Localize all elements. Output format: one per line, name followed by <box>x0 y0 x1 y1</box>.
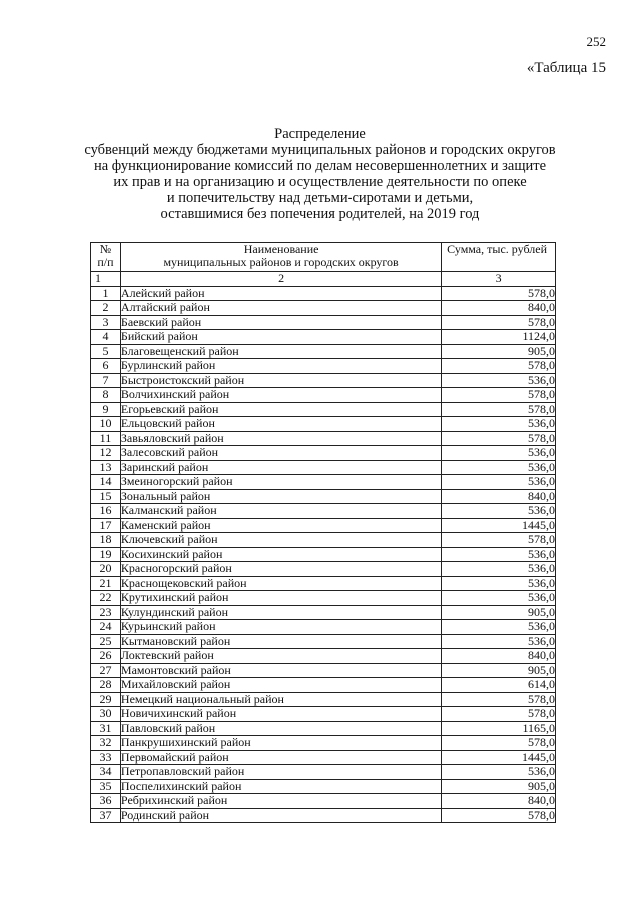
row-sum: 536,0 <box>442 373 556 388</box>
row-sum: 905,0 <box>442 663 556 678</box>
district-name: Мамонтовский район <box>120 663 441 678</box>
row-number: 33 <box>91 750 121 765</box>
heading-line: на функционирование комиссий по делам несовершеннолетних и защите <box>93 158 547 174</box>
district-name: Новичихинский район <box>120 707 441 722</box>
table-row <box>91 301 556 316</box>
table-row <box>91 605 556 620</box>
district-name: Алейский район <box>120 286 441 301</box>
document-heading <box>0 126 640 222</box>
district-name: Заринский район <box>120 460 441 475</box>
table-row <box>91 417 556 432</box>
table-row <box>91 736 556 751</box>
column-number: 2 <box>120 272 441 287</box>
table-row <box>91 446 556 461</box>
row-number: 3 <box>91 315 121 330</box>
row-number: 37 <box>91 808 121 823</box>
row-number: 26 <box>91 649 121 664</box>
table-row <box>91 721 556 736</box>
row-sum: 578,0 <box>442 359 556 374</box>
row-sum: 578,0 <box>442 286 556 301</box>
district-name: Родинский район <box>120 808 441 823</box>
row-number: 6 <box>91 359 121 374</box>
district-name: Завьяловский район <box>120 431 441 446</box>
table-row <box>91 533 556 548</box>
row-sum: 1124,0 <box>442 330 556 345</box>
row-number: 22 <box>91 591 121 606</box>
row-sum: 905,0 <box>442 605 556 620</box>
row-number: 12 <box>91 446 121 461</box>
row-number: 8 <box>91 388 121 403</box>
table-row <box>91 504 556 519</box>
row-number: 9 <box>91 402 121 417</box>
row-sum: 536,0 <box>442 475 556 490</box>
table-row <box>91 518 556 533</box>
table-body <box>91 286 556 823</box>
row-sum: 536,0 <box>442 504 556 519</box>
row-sum: 840,0 <box>442 301 556 316</box>
table-row <box>91 634 556 649</box>
table-row <box>91 707 556 722</box>
row-number: 25 <box>91 634 121 649</box>
row-sum: 578,0 <box>442 315 556 330</box>
row-number: 10 <box>91 417 121 432</box>
row-number: 4 <box>91 330 121 345</box>
row-sum: 536,0 <box>442 765 556 780</box>
row-number: 5 <box>91 344 121 359</box>
row-sum: 578,0 <box>442 402 556 417</box>
table-row <box>91 344 556 359</box>
header-number-line: № <box>99 242 112 256</box>
heading-line: их прав и на организацию и осуществление деятельности по опеке <box>113 174 527 190</box>
row-sum: 578,0 <box>442 707 556 722</box>
table-row <box>91 475 556 490</box>
header-sum: Сумма, тыс. рублей <box>442 243 556 272</box>
table-row <box>91 402 556 417</box>
row-sum: 905,0 <box>442 779 556 794</box>
row-number: 32 <box>91 736 121 751</box>
table-row <box>91 750 556 765</box>
row-number: 2 <box>91 301 121 316</box>
row-sum: 1445,0 <box>442 518 556 533</box>
district-name: Красногорский район <box>120 562 441 577</box>
district-name: Калманский район <box>120 504 441 519</box>
district-name: Ельцовский район <box>120 417 441 432</box>
table-row <box>91 460 556 475</box>
header-name <box>120 243 441 272</box>
district-name: Егорьевский район <box>120 402 441 417</box>
district-name: Крутихинский район <box>120 591 441 606</box>
district-name: Зональный район <box>120 489 441 504</box>
district-name: Бийский район <box>120 330 441 345</box>
district-name: Косихинский район <box>120 547 441 562</box>
row-number: 28 <box>91 678 121 693</box>
row-number: 20 <box>91 562 121 577</box>
district-name: Быстроистокский район <box>120 373 441 388</box>
heading-line: и попечительству над детьми-сиротами и детьми, <box>166 190 474 206</box>
row-number: 29 <box>91 692 121 707</box>
row-number: 14 <box>91 475 121 490</box>
row-sum: 614,0 <box>442 678 556 693</box>
district-name: Бурлинский район <box>120 359 441 374</box>
row-number: 23 <box>91 605 121 620</box>
row-sum: 536,0 <box>442 620 556 635</box>
row-number: 27 <box>91 663 121 678</box>
table-row <box>91 678 556 693</box>
district-name: Павловский район <box>120 721 441 736</box>
row-sum: 578,0 <box>442 533 556 548</box>
row-sum: 1165,0 <box>442 721 556 736</box>
row-sum: 1445,0 <box>442 750 556 765</box>
district-name: Немецкий национальный район <box>120 692 441 707</box>
table-row <box>91 315 556 330</box>
header-number <box>91 243 121 272</box>
row-sum: 840,0 <box>442 649 556 664</box>
table-row <box>91 562 556 577</box>
row-number: 36 <box>91 794 121 809</box>
table-row <box>91 286 556 301</box>
district-name: Панкрушихинский район <box>120 736 441 751</box>
district-name: Поспелихинский район <box>120 779 441 794</box>
row-sum: 578,0 <box>442 431 556 446</box>
table-label: «Таблица 15 <box>526 60 606 76</box>
district-name: Краснощековский район <box>120 576 441 591</box>
table-row <box>91 547 556 562</box>
row-number: 7 <box>91 373 121 388</box>
row-number: 21 <box>91 576 121 591</box>
row-number: 31 <box>91 721 121 736</box>
district-name: Локтевский район <box>120 649 441 664</box>
row-number: 34 <box>91 765 121 780</box>
district-name: Ключевский район <box>120 533 441 548</box>
district-name: Кытмановский район <box>120 634 441 649</box>
table-header-row <box>91 243 556 272</box>
row-sum: 536,0 <box>442 446 556 461</box>
row-sum: 536,0 <box>442 634 556 649</box>
table-row <box>91 489 556 504</box>
row-sum: 536,0 <box>442 460 556 475</box>
district-name: Михайловский район <box>120 678 441 693</box>
row-number: 16 <box>91 504 121 519</box>
district-name: Петропавловский район <box>120 765 441 780</box>
header-name-line: муниципальных районов и городских округов <box>163 255 399 269</box>
subvention-table <box>90 242 556 823</box>
table-row <box>91 794 556 809</box>
column-number: 3 <box>442 272 556 287</box>
page-number: 252 <box>586 34 606 49</box>
heading-line: оставшимися без попечения родителей, на 2019 год <box>160 206 480 222</box>
row-number: 18 <box>91 533 121 548</box>
table-row <box>91 388 556 403</box>
district-name: Залесовский район <box>120 446 441 461</box>
header-name-line: Наименование <box>243 242 319 256</box>
district-name: Первомайский район <box>120 750 441 765</box>
table-row <box>91 765 556 780</box>
row-sum: 536,0 <box>442 562 556 577</box>
table-row <box>91 591 556 606</box>
table-row <box>91 692 556 707</box>
table-row <box>91 359 556 374</box>
district-name: Баевский район <box>120 315 441 330</box>
heading-line: субвенций между бюджетами муниципальных районов и городских округов <box>84 142 556 158</box>
district-name: Алтайский район <box>120 301 441 316</box>
row-number: 11 <box>91 431 121 446</box>
table-row <box>91 620 556 635</box>
row-number: 24 <box>91 620 121 635</box>
header-number-line: п/п <box>97 255 114 269</box>
table-row <box>91 808 556 823</box>
district-name: Благовещенский район <box>120 344 441 359</box>
row-number: 30 <box>91 707 121 722</box>
district-name: Змеиногорский район <box>120 475 441 490</box>
row-sum: 840,0 <box>442 794 556 809</box>
row-number: 35 <box>91 779 121 794</box>
column-number: 1 <box>91 272 121 287</box>
row-number: 1 <box>91 286 121 301</box>
row-sum: 536,0 <box>442 547 556 562</box>
table-row <box>91 576 556 591</box>
row-sum: 578,0 <box>442 692 556 707</box>
district-name: Кулундинский район <box>120 605 441 620</box>
row-sum: 536,0 <box>442 417 556 432</box>
table-row <box>91 779 556 794</box>
district-name: Каменский район <box>120 518 441 533</box>
row-sum: 578,0 <box>442 388 556 403</box>
row-sum: 536,0 <box>442 576 556 591</box>
table-row <box>91 663 556 678</box>
row-sum: 578,0 <box>442 808 556 823</box>
row-sum: 905,0 <box>442 344 556 359</box>
table-row <box>91 649 556 664</box>
column-number-row <box>91 272 556 287</box>
table-row <box>91 330 556 345</box>
row-number: 19 <box>91 547 121 562</box>
district-name: Курьинский район <box>120 620 441 635</box>
heading-line: Распределение <box>274 126 366 142</box>
table-row <box>91 431 556 446</box>
row-sum: 578,0 <box>442 736 556 751</box>
row-number: 13 <box>91 460 121 475</box>
row-sum: 840,0 <box>442 489 556 504</box>
row-sum: 536,0 <box>442 591 556 606</box>
row-number: 17 <box>91 518 121 533</box>
table-row <box>91 373 556 388</box>
row-number: 15 <box>91 489 121 504</box>
district-name: Ребрихинский район <box>120 794 441 809</box>
district-name: Волчихинский район <box>120 388 441 403</box>
